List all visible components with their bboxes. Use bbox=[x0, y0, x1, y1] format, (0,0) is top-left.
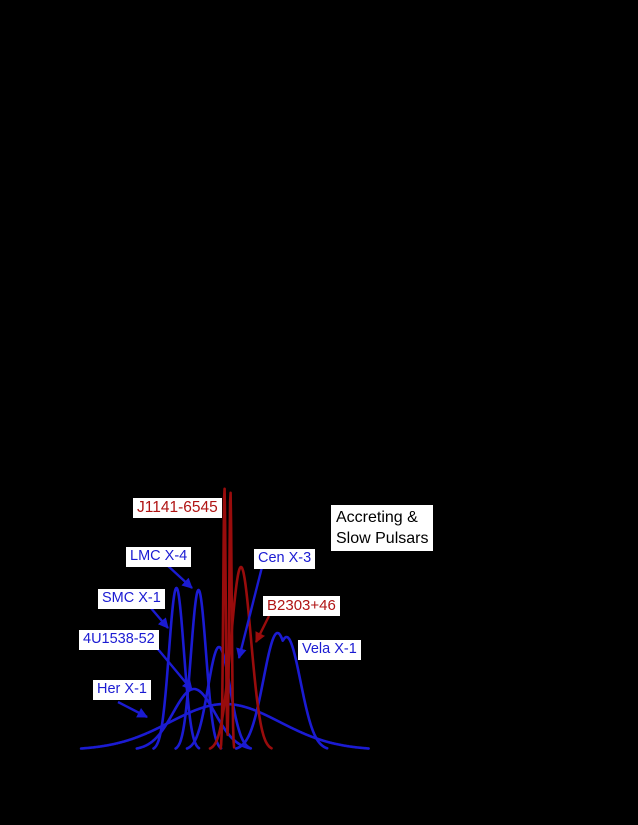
label-vela-x1: Vela X-1 bbox=[298, 640, 361, 660]
label-her-x1: Her X-1 bbox=[93, 680, 151, 700]
curve-smc-x1 bbox=[154, 588, 200, 749]
label-b2303-46: B2303+46 bbox=[263, 596, 340, 616]
label-4u1538-52: 4U1538-52 bbox=[79, 630, 159, 650]
label-j1141-6545: J1141-6545 bbox=[133, 498, 222, 518]
group-label-accreting-slow-pulsars bbox=[331, 505, 433, 551]
callout-arrow-her-x1 bbox=[118, 702, 147, 717]
curve-j1141-6545 bbox=[221, 489, 235, 749]
callout-arrow-b2303+46 bbox=[256, 616, 269, 642]
curve-lmc-x4 bbox=[176, 590, 222, 749]
label-cen-x3: Cen X-3 bbox=[254, 549, 315, 569]
label-smc-x1: SMC X-1 bbox=[98, 589, 165, 609]
callout-arrow-smc-x1 bbox=[150, 607, 168, 628]
group-label-line2: Slow Pulsars bbox=[336, 530, 429, 547]
label-lmc-x4: LMC X-4 bbox=[126, 547, 191, 567]
curve-her-x1 bbox=[81, 704, 369, 749]
callout-arrow-lmc-x4 bbox=[167, 565, 192, 588]
group-label-line1: Accreting & bbox=[336, 509, 418, 526]
